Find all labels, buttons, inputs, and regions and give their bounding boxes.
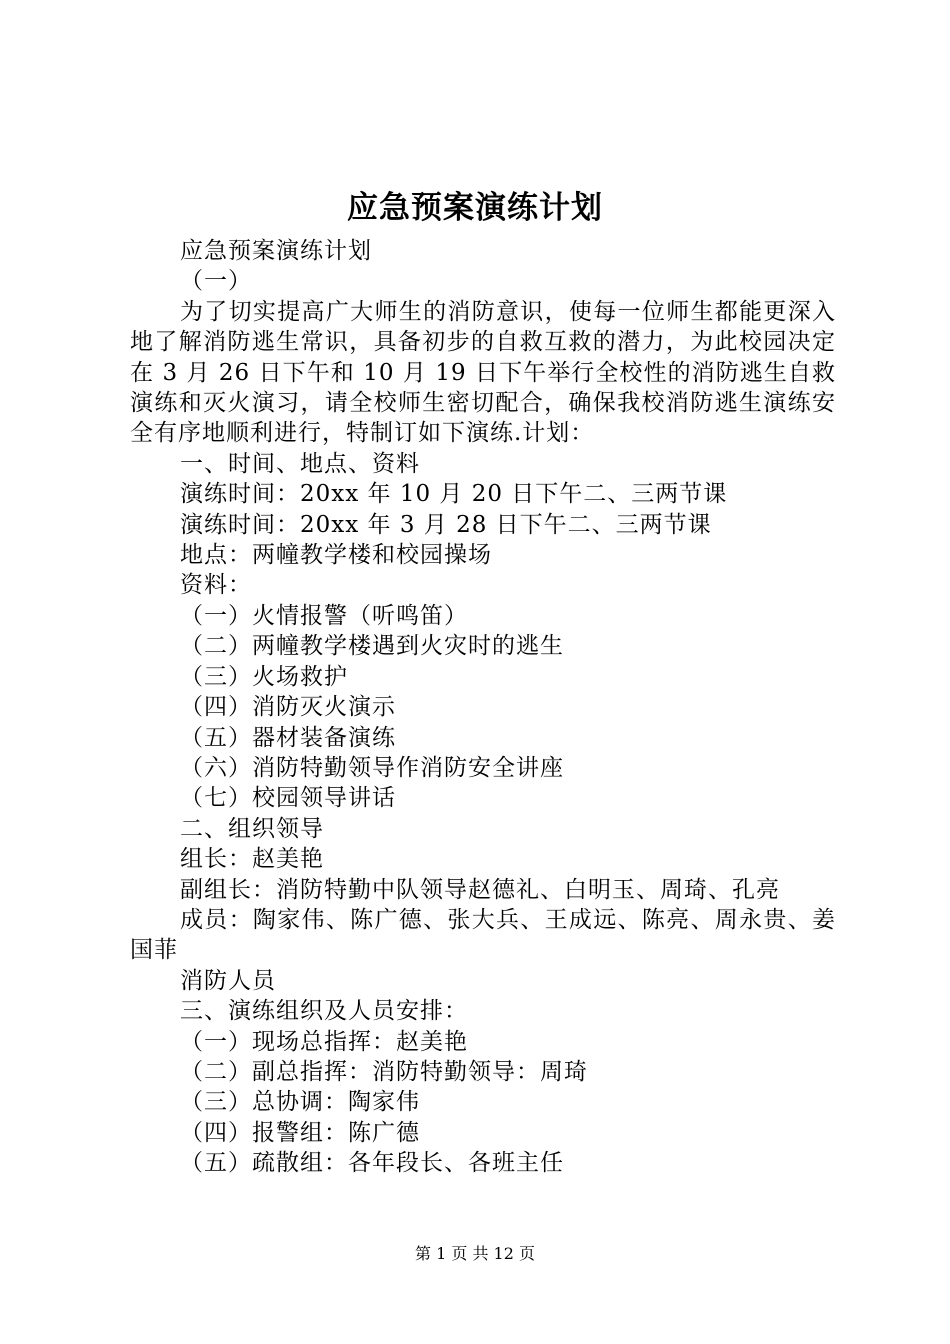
arrangement-item-5: （五）疏散组：各年段长、各班主任 <box>180 1150 564 1177</box>
arrangement-item-2: （二）副总指挥：消防特勤领导：周琦 <box>180 1058 588 1085</box>
content-item-5: （五）器材装备演练 <box>180 724 396 751</box>
fire-staff: 消防人员 <box>180 967 276 994</box>
page-footer: 第 1 页 共 12 页 <box>415 1244 535 1263</box>
content-item-2: （二）两幢教学楼遇到火灾时的逃生 <box>180 633 564 660</box>
heading-organization: 二、组织领导 <box>180 815 324 842</box>
members-line: 成员：陶家伟、陈广德、张大兵、王成远、陈亮、周永贵、姜国菲 <box>130 906 836 964</box>
document-body <box>130 236 836 1179</box>
content-item-1: （一）火情报警（听鸣笛） <box>180 602 468 629</box>
heading-arrangement: 三、演练组织及人员安排： <box>180 998 468 1025</box>
arrangement-item-3: （三）总协调：陶家伟 <box>180 1089 420 1116</box>
section-marker: （一） <box>180 268 252 295</box>
drill-time-2: 演练时间：20xx 年 3 月 28 日下午二、三两节课 <box>180 511 712 538</box>
document-title: 应急预案演练计划 <box>347 190 603 226</box>
subtitle-line: 应急预案演练计划 <box>180 238 372 264</box>
heading-time-place: 一、时间、地点、资料 <box>180 450 420 477</box>
arrangement-item-4: （四）报警组：陈广德 <box>180 1119 420 1146</box>
content-item-4: （四）消防灭火演示 <box>180 694 396 721</box>
content-item-7: （七）校园领导讲话 <box>180 785 396 812</box>
group-leader: 组长：赵美艳 <box>180 846 324 873</box>
arrangement-item-1: （一）现场总指挥：赵美艳 <box>180 1028 468 1055</box>
content-label: 资料： <box>180 572 252 599</box>
drill-time-1: 演练时间：20xx 年 10 月 20 日下午二、三两节课 <box>180 481 728 508</box>
content-item-3: （三）火场救护 <box>180 663 348 690</box>
content-item-6: （六）消防特勤领导作消防安全讲座 <box>180 754 564 781</box>
intro-paragraph: 为了切实提高广大师生的消防意识，使每一位师生都能更深入地了解消防逃生常识，具备初步的自救互救的潜力，为此校园决定在 3 月 26 日下午和 10 月 19 日下午举行全校性的消防逃生自救演练和灭火演习，请全校师生密切配合，确保我校消防逃生演练安全有序地顺利进行，特制订如下演练.计划： <box>130 298 836 447</box>
deputy-leader: 副组长：消防特勤中队领导赵德礼、白明玉、周琦、孔亮 <box>180 876 780 903</box>
drill-location: 地点：两幢教学楼和校园操场 <box>180 542 492 569</box>
